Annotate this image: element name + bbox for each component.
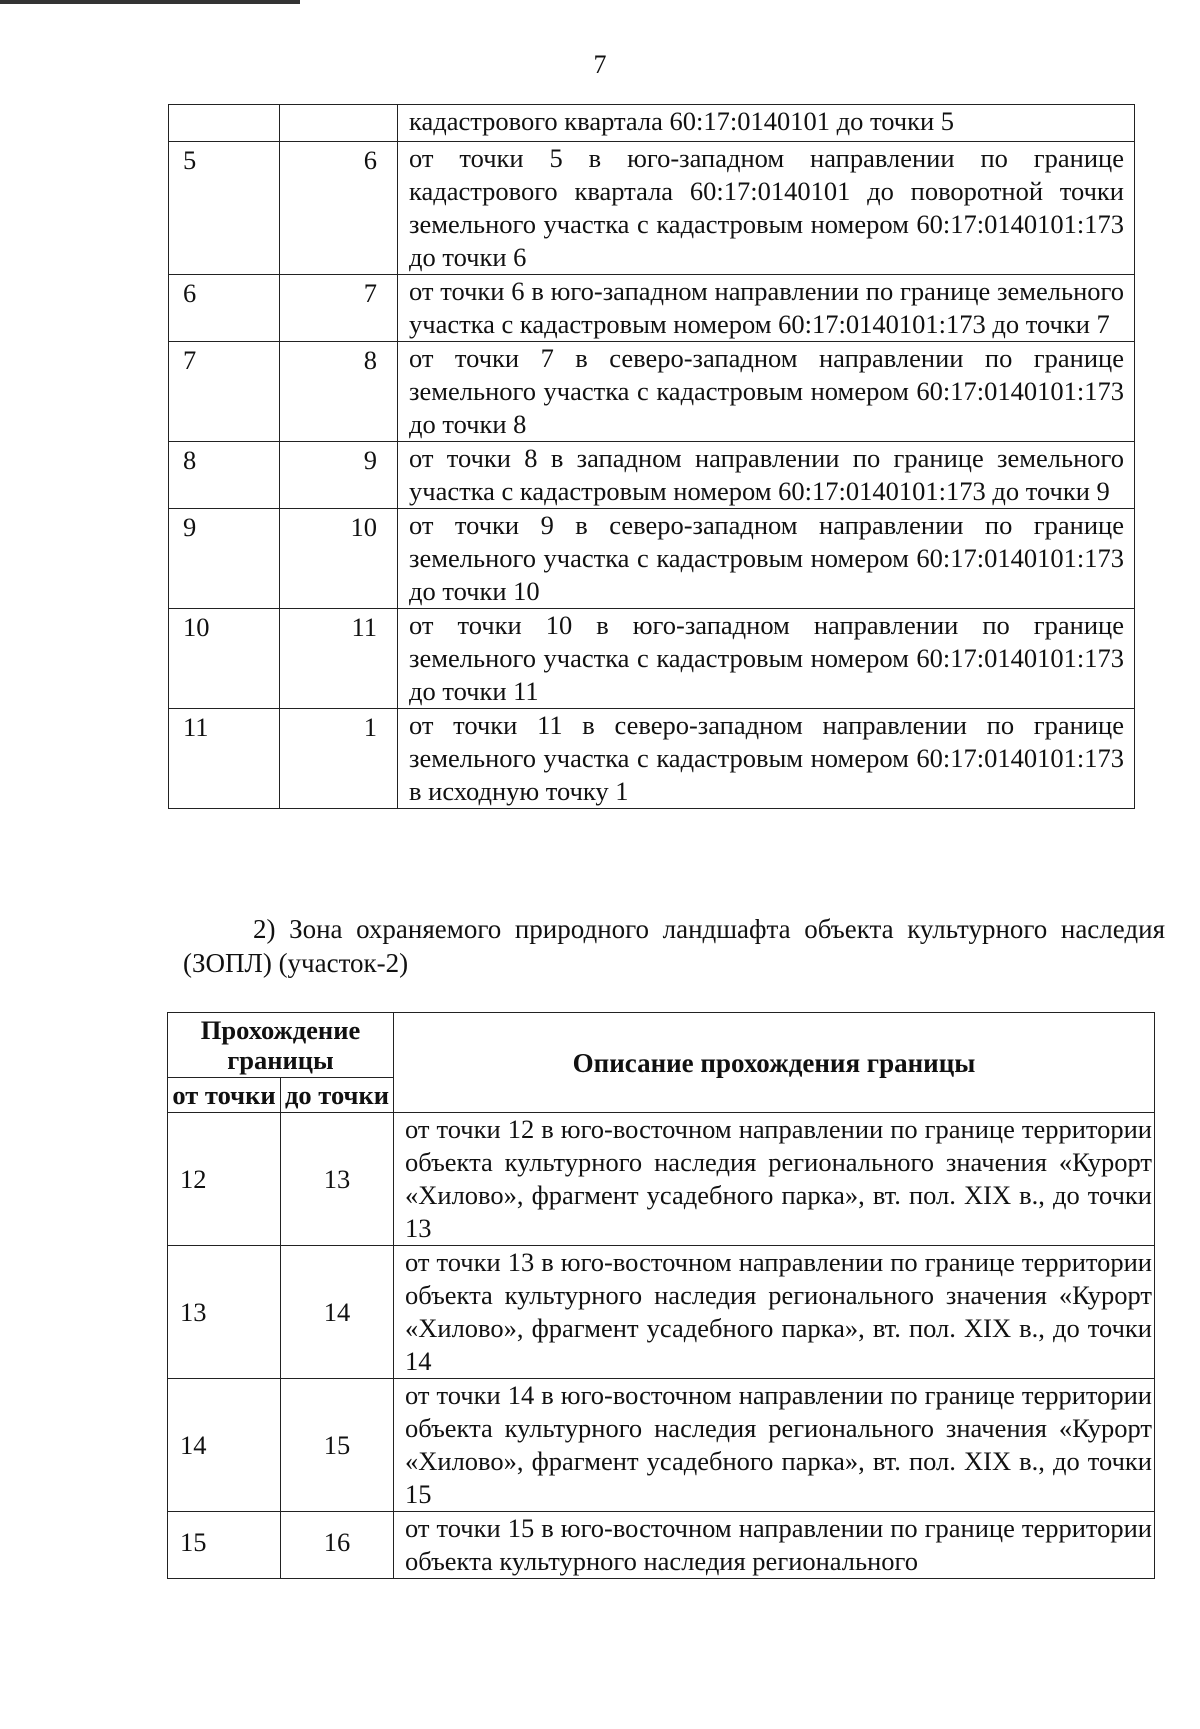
to-point-cell: 10	[280, 509, 398, 609]
page-number: 7	[593, 50, 607, 79]
table-row	[169, 709, 1135, 809]
from-point-cell: 9	[169, 509, 280, 609]
description-cell: от точки 6 в юго-западном направлении по границе земельного участка с кадастровым номером 60:17:0140101:173 до точки 7	[398, 275, 1135, 342]
from-point-cell: 6	[169, 275, 280, 342]
to-point-cell: 14	[281, 1246, 394, 1379]
description-cell: от точки 11 в северо-западном направлении по границе земельного участка с кадастровым номером 60:17:0140101:173 в исходную точку 1	[398, 709, 1135, 809]
to-point-cell: 7	[280, 275, 398, 342]
to-point-cell: 8	[280, 342, 398, 442]
boundary-table-2	[167, 1012, 1155, 1579]
header-boundary-passage: Прохождение границы	[168, 1013, 394, 1078]
table-row	[168, 1113, 1155, 1246]
description-cell: от точки 15 в юго-восточном направлении по границе территории объекта культурного наследия регионального	[394, 1512, 1155, 1579]
header-from-point: от точки	[168, 1078, 281, 1113]
description-cell: от точки 10 в юго-западном направлении по границе земельного участка с кадастровым номером 60:17:0140101:173 до точки 11	[398, 609, 1135, 709]
description-cell: от точки 8 в западном направлении по границе земельного участка с кадастровым номером 60:17:0140101:173 до точки 9	[398, 442, 1135, 509]
scan-edge-line	[0, 0, 300, 4]
to-point-cell: 15	[281, 1379, 394, 1512]
description-cell: от точки 5 в юго-западном направлении по границе кадастрового квартала 60:17:0140101 до поворотной точки земельного участка с кадастровым номером 60:17:0140101:173 до точки 6	[398, 142, 1135, 275]
table-row	[169, 609, 1135, 709]
description-cell: от точки 7 в северо-западном направлении по границе земельного участка с кадастровым номером 60:17:0140101:173 до точки 8	[398, 342, 1135, 442]
table-row	[169, 442, 1135, 509]
from-point-cell: 14	[168, 1379, 281, 1512]
from-point-cell: 7	[169, 342, 280, 442]
to-point-cell: 6	[280, 142, 398, 275]
from-point-cell: 13	[168, 1246, 281, 1379]
from-point-cell: 10	[169, 609, 280, 709]
from-point-cell: 8	[169, 442, 280, 509]
section-paragraph: 2) Зона охраняемого природного ландшафта объекта культурного наследия (ЗОПЛ) (участок-2)	[183, 914, 1165, 978]
from-point-cell: 12	[168, 1113, 281, 1246]
table-row	[168, 1379, 1155, 1512]
to-point-cell: 16	[281, 1512, 394, 1579]
from-point-cell: 5	[169, 142, 280, 275]
header-row	[168, 1013, 1155, 1078]
description-cell: от точки 13 в юго-восточном направлении по границе территории объекта культурного наследия регионального значения «Курорт «Хилово», фрагмент усадебного парка», вт. пол. XIX в., до точки 14	[394, 1246, 1155, 1379]
table-row	[168, 1246, 1155, 1379]
table-row	[169, 509, 1135, 609]
description-cell: от точки 14 в юго-восточном направлении по границе территории объекта культурного наследия регионального значения «Курорт «Хилово», фрагмент усадебного парка», вт. пол. XIX в., до точки 15	[394, 1379, 1155, 1512]
table-row	[169, 342, 1135, 442]
to-point-cell	[280, 105, 398, 142]
from-point-cell	[169, 105, 280, 142]
table-row	[169, 275, 1135, 342]
table-row	[169, 142, 1135, 275]
table-row	[169, 105, 1135, 142]
table-row	[168, 1512, 1155, 1579]
description-cell: от точки 9 в северо-западном направлении по границе земельного участка с кадастровым номером 60:17:0140101:173 до точки 10	[398, 509, 1135, 609]
boundary-table-1	[168, 104, 1135, 809]
description-cell: кадастрового квартала 60:17:0140101 до точки 5	[398, 105, 1135, 142]
description-cell: от точки 12 в юго-восточном направлении по границе территории объекта культурного наследия регионального значения «Курорт «Хилово», фрагмент усадебного парка», вт. пол. XIX в., до точки 13	[394, 1113, 1155, 1246]
to-point-cell: 11	[280, 609, 398, 709]
header-description: Описание прохождения границы	[394, 1013, 1155, 1113]
from-point-cell: 11	[169, 709, 280, 809]
to-point-cell: 9	[280, 442, 398, 509]
header-to-point: до точки	[281, 1078, 394, 1113]
to-point-cell: 1	[280, 709, 398, 809]
to-point-cell: 13	[281, 1113, 394, 1246]
from-point-cell: 15	[168, 1512, 281, 1579]
